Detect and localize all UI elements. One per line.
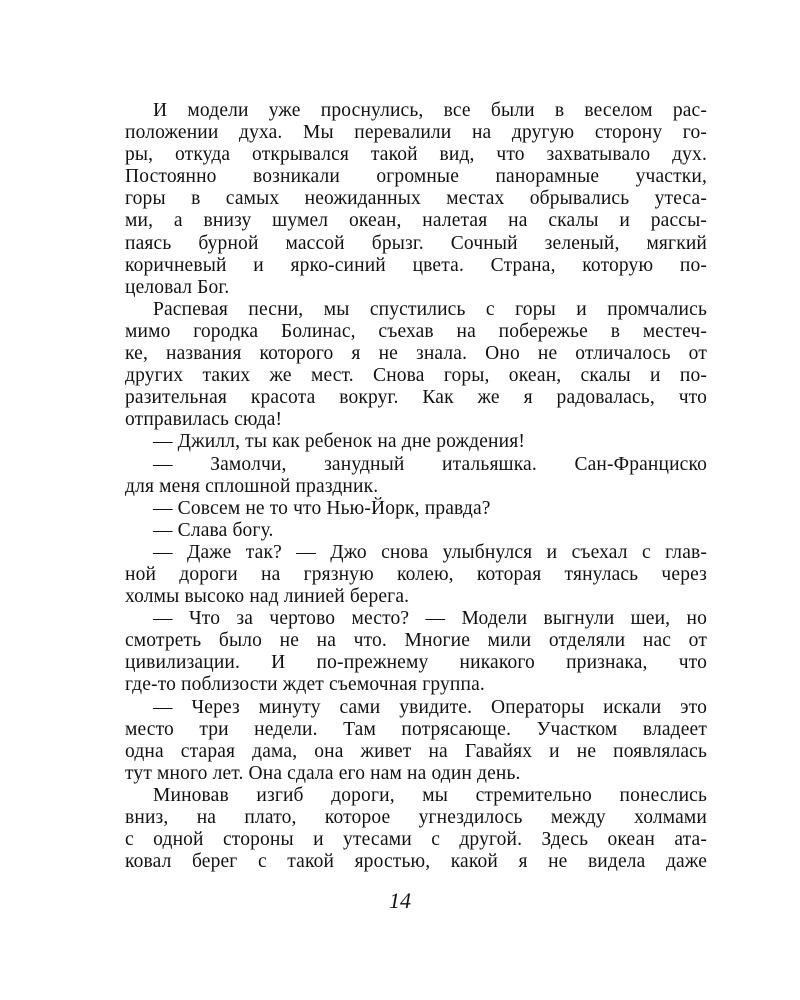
text-line: ры, откуда открывался такой вид, что захватывало дух. [125, 144, 707, 166]
text-line: ной дороги на грязную колею, которая тянулась через [125, 563, 707, 585]
text-line: — Замолчи, занудный итальяшка. Сан-Франциско [153, 453, 707, 475]
text-line: положении духа. Мы перевалили на другую сторону го- [125, 122, 707, 144]
text-line: где-то поблизости ждет съемочная группа. [125, 674, 485, 696]
text-line: место три недели. Там потрясающе. Участком владеет [125, 718, 707, 740]
text-line: — Джилл, ты как ребенок на дне рождения! [153, 431, 525, 453]
text-line: цивилизации. И по-прежнему никакого признака, что [125, 652, 707, 674]
text-line: с одной стороны и утесами с другой. Здесь океан ата- [125, 829, 707, 851]
text-line: — Что за чертово место? — Модели выгнули шеи, но [153, 608, 707, 630]
text-line: — Совсем не то что Нью-Йорк, правда? [153, 497, 491, 519]
text-line: Распевая песни, мы спустились с горы и промчались [153, 298, 707, 320]
page-number: 14 [389, 888, 411, 913]
text-line: паясь бурной массой брызг. Сочный зеленый, мягкий [125, 232, 707, 254]
text-line: Постоянно возникали огромные панорамные участки, [125, 166, 707, 188]
text-line: смотреть было не на что. Многие мили отделяли нас от [125, 630, 707, 652]
text-line: коричневый и ярко-синий цвета. Страна, которую по- [125, 254, 707, 276]
text-line: разительная красота вокруг. Как же я радовалась, что [125, 387, 707, 409]
text-line: для меня сплошной праздник. [125, 475, 379, 497]
text-line: И модели уже проснулись, все были в веселом рас- [153, 100, 707, 121]
text-line: мимо городка Болинас, съехав на побережье в местеч- [125, 320, 707, 342]
body-text [125, 100, 707, 873]
text-line: ке, названия которого я не знала. Оно не отличалось от [125, 343, 707, 365]
text-line: ковал берег с такой яростью, какой я не видела даже [125, 851, 707, 873]
text-line: Миновав изгиб дороги, мы стремительно понеслись [153, 784, 707, 806]
text-line: — Через минуту сами увидите. Операторы искали это [153, 696, 707, 718]
text-line: — Слава богу. [153, 519, 274, 541]
text-line: отправилась сюда! [125, 409, 283, 431]
text-line: тут много лет. Она сдала его нам на один день. [125, 762, 521, 784]
text-line: — Даже так? — Джо снова улыбнулся и съехал с глав- [153, 541, 707, 563]
text-line: целовал Бог. [125, 276, 230, 298]
text-line: ми, а внизу шумел океан, налетая на скалы и рассы- [125, 210, 707, 232]
text-line: других таких же мест. Снова горы, океан, скалы и по- [125, 365, 707, 387]
text-line: одна старая дама, она живет на Гавайях и не появлялась [125, 740, 707, 762]
text-line: горы в самых неожиданных местах обрывались утеса- [125, 188, 707, 210]
text-line: холмы высоко над линией берега. [125, 586, 410, 608]
text-line: вниз, на плато, которое угнездилось между холмами [125, 807, 707, 828]
